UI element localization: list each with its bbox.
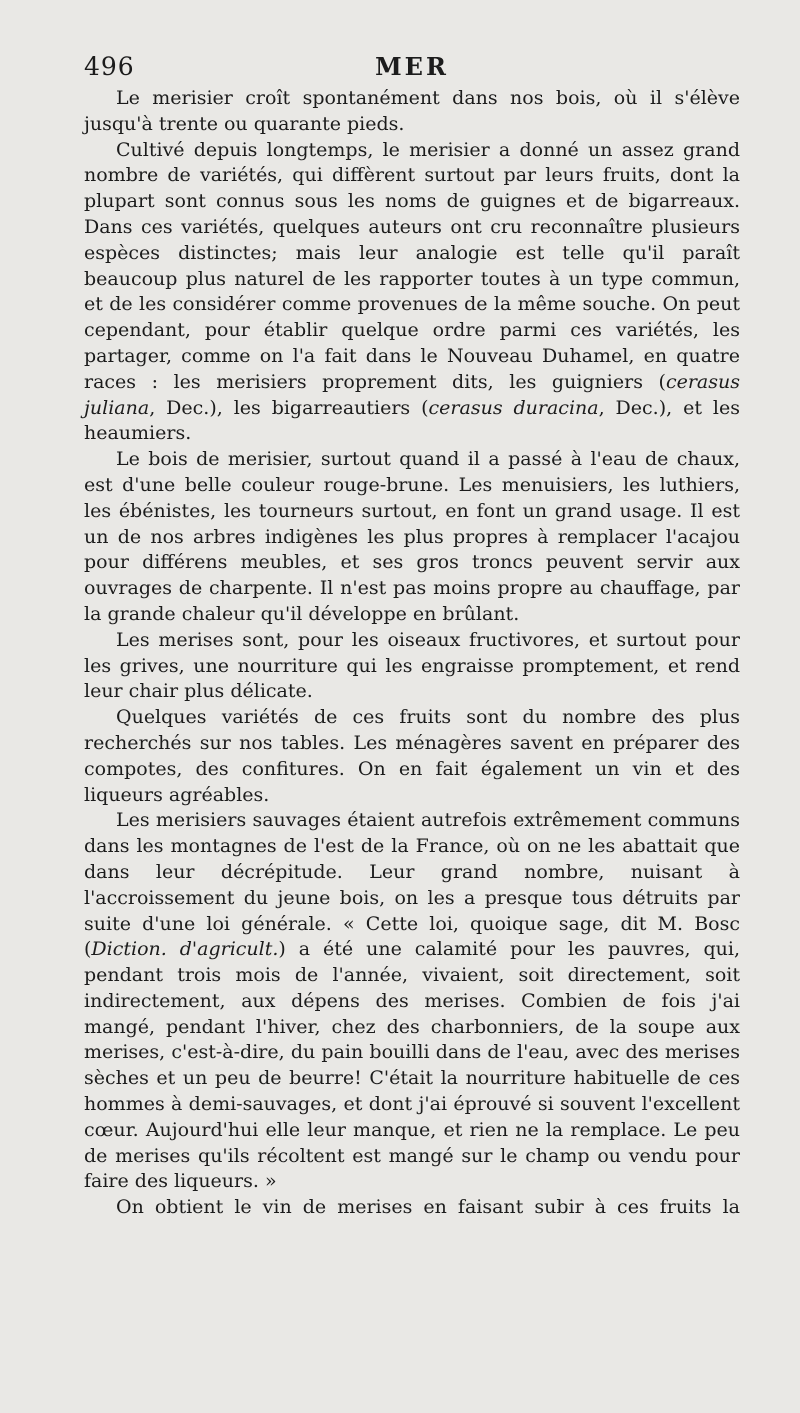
running-head: MER xyxy=(375,52,449,81)
text-run: Quelques variétés de ces fruits sont du nombre des plus recherchés sur nos tables. Les ménagères savent en préparer des compotes, des confitures. On en fait également un vin et des liqueurs agréables. xyxy=(84,706,740,806)
page-header xyxy=(84,48,740,88)
text-run: ) a été une calamité pour les pauvres, qui, pendant trois mois de l'année, vivaient, soit directement, soit indirectement, aux dépens des merises. Combien de fois j'ai mangé, pendant l'hiver, chez des charbonniers, de la soupe aux merises, c'est-à-dire, du pain bouilli dans de l'eau, avec des merises sèches et un peu de beurre! C'était la nourriture habituelle de ces hommes à demi-sauvages, et dont j'ai éprouvé si souvent l'excellent cœur. Aujourd'hui elle leur manque, et rien ne la remplace. Le peu de merises qu'ils récoltent est mangé sur le champ ou vendu pour faire des liqueurs. » xyxy=(84,938,740,1193)
body-text xyxy=(84,86,740,1221)
paragraph xyxy=(84,447,740,628)
text-run: Les merises sont, pour les oiseaux fructivores, et surtout pour les grives, une nourriture qui les engraisse promptement, et rend leur chair plus délicate. xyxy=(84,628,740,703)
paragraph xyxy=(84,705,740,808)
italic-text: cerasus juliana xyxy=(84,370,740,419)
paragraph xyxy=(84,808,740,1195)
paragraph xyxy=(84,1195,740,1221)
paragraph xyxy=(84,628,740,705)
italic-text: Diction. d'agricult. xyxy=(91,938,279,961)
paragraph xyxy=(84,138,740,448)
italic-text: cerasus duracina xyxy=(428,396,599,419)
text-run: On obtient le vin de merises en faisant subir à ces fruits la xyxy=(116,1196,740,1219)
text-run: Le merisier croît spontanément dans nos bois, où il s'élève jusqu'à trente ou quarante pieds. xyxy=(84,87,740,135)
text-run: , Dec.), et les heaumiers. xyxy=(84,396,740,445)
text-run: Le bois de merisier, surtout quand il a passé à l'eau de chaux, est d'une belle couleur rouge-brune. Les menuisiers, les luthiers, les ébénistes, les tourneurs surtout, en font un grand usage. Il est un de nos arbres indigènes les plus propres à remplacer l'acajou pour différens meubles, et ses gros troncs peuvent servir aux ouvrages de charpente. Il n'est pas moins propre au chauffage, par la grande chaleur qu'il développe en brûlant. xyxy=(84,448,740,625)
text-run: , Dec.), les bigarreautiers ( xyxy=(149,396,429,419)
page-number: 496 xyxy=(84,52,135,81)
text-run: Les merisiers sauvages étaient autrefois extrêmement communs dans les montagnes de l'est de la France, où on ne les abattait que dans leur décrépitude. Leur grand nombre, nuisant à l'accroissement du jeune bois, on les a presque tous détruits par suite d'une loi générale. « Cette loi, quoique sage, dit M. Bosc ( xyxy=(84,809,740,961)
paragraph xyxy=(84,86,740,138)
text-run: Cultivé depuis longtemps, le merisier a donné un assez grand nombre de variétés, qui diffèrent surtout par leurs fruits, dont la plupart sont connus sous les noms de guignes et de bigarreaux. Dans ces variétés, quelques auteurs ont cru reconnaître plusieurs espèces distinctes; mais leur analogie est telle qu'il paraît beaucoup plus naturel de les rapporter toutes à un type commun, et de les considérer comme provenues de la même souche. On peut cependant, pour établir quelque ordre parmi ces variétés, les partager, comme on l'a fait dans le Nouveau Duhamel, en quatre races : les merisiers proprement dits, les guigniers ( xyxy=(84,138,740,393)
